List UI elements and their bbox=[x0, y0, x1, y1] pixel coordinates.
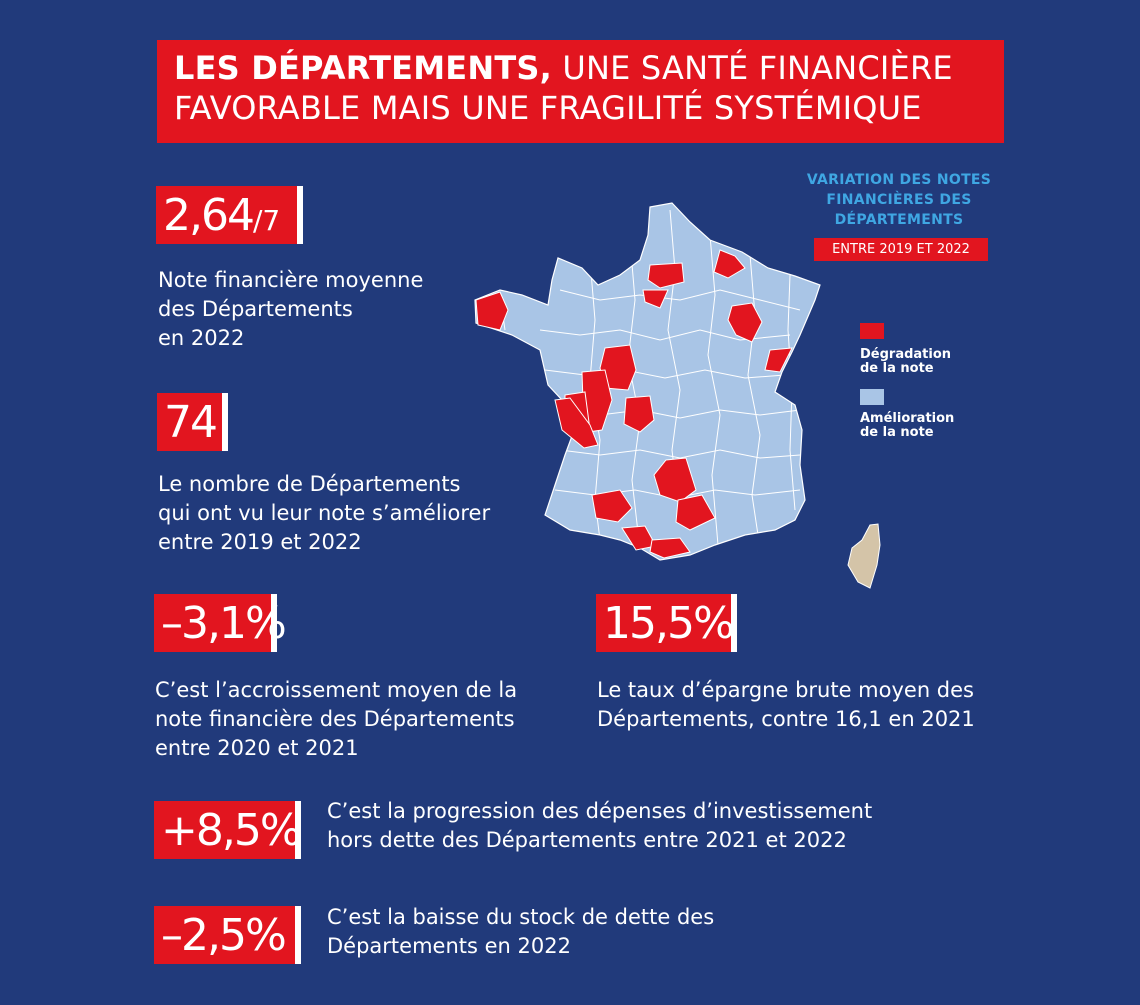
stat-count-value: 74 bbox=[164, 397, 216, 448]
legend-degradation-text: Dégradation bbox=[860, 347, 952, 362]
stat-note-description bbox=[158, 266, 423, 353]
stat-count-description bbox=[158, 470, 490, 557]
stat-invest-desc-line: hors dette des Départements entre 2021 et 2022 bbox=[327, 828, 847, 852]
stat-savings-desc-line: Le taux d’épargne brute moyen des bbox=[597, 678, 974, 702]
stat-debt-desc-line: C’est la baisse du stock de dette des bbox=[327, 905, 715, 929]
stat-invest-value: +8,5% bbox=[161, 805, 300, 856]
stat-debt-badge bbox=[154, 906, 301, 964]
stat-savings-desc-line: Départements, contre 16,1 en 2021 bbox=[597, 707, 975, 731]
map-title-line: DÉPARTEMENTS bbox=[834, 212, 964, 228]
stat-invest-description bbox=[327, 797, 872, 855]
legend-amelioration-text: de la note bbox=[860, 425, 934, 440]
stat-count-desc-line: entre 2019 et 2022 bbox=[158, 530, 362, 554]
stat-note-desc-line: des Départements bbox=[158, 297, 353, 321]
title-line-1 bbox=[174, 48, 1004, 88]
stat-savings-description bbox=[597, 676, 975, 734]
stat-note-badge bbox=[156, 186, 303, 244]
stat-invest-desc-line: C’est la progression des dépenses d’investissement bbox=[327, 799, 873, 823]
stat-growth-desc-line: C’est l’accroissement moyen de la bbox=[155, 678, 518, 702]
stat-savings-value: 15,5% bbox=[603, 598, 733, 649]
map-title-line: FINANCIÈRES DES bbox=[826, 192, 972, 208]
legend-degradation-text: de la note bbox=[860, 361, 934, 376]
stat-debt-description bbox=[327, 903, 714, 961]
stat-note-number: 2,64 bbox=[163, 190, 253, 241]
stat-count-badge bbox=[157, 393, 228, 451]
map-subtitle-badge: ENTRE 2019 ET 2022 bbox=[814, 238, 988, 261]
title-bold: LES DÉPARTEMENTS, bbox=[174, 49, 552, 87]
stat-debt-desc-line: Départements en 2022 bbox=[327, 934, 571, 958]
stat-growth-badge bbox=[154, 594, 285, 652]
france-map bbox=[470, 200, 890, 595]
stat-growth-value: –3,1% bbox=[161, 598, 285, 649]
title-banner bbox=[157, 40, 1004, 143]
legend-amelioration-text: Amélioration bbox=[860, 411, 955, 426]
stat-count-desc-line: Le nombre de Départements bbox=[158, 472, 461, 496]
stat-growth-description bbox=[155, 676, 517, 763]
title-rest: UNE SANTÉ FINANCIÈRE bbox=[551, 49, 953, 87]
stat-growth-desc-line: entre 2020 et 2021 bbox=[155, 736, 359, 760]
stat-note-value bbox=[163, 190, 281, 241]
map-mainland bbox=[475, 203, 820, 560]
map-corsica bbox=[848, 524, 880, 588]
stat-note-desc-line: Note financière moyenne bbox=[158, 268, 424, 292]
stat-growth-desc-line: note financière des Départements bbox=[155, 707, 515, 731]
stat-invest-badge bbox=[154, 801, 301, 859]
map-title-line: VARIATION DES NOTES bbox=[806, 172, 992, 188]
stat-savings-badge bbox=[596, 594, 737, 652]
stat-debt-value: –2,5% bbox=[161, 910, 285, 961]
title-line-2: FAVORABLE MAIS UNE FRAGILITÉ SYSTÉMIQUE bbox=[174, 89, 922, 127]
stat-note-unit: /7 bbox=[252, 204, 281, 237]
stat-note-desc-line: en 2022 bbox=[158, 326, 245, 350]
stat-count-desc-line: qui ont vu leur note s’améliorer bbox=[158, 501, 491, 525]
